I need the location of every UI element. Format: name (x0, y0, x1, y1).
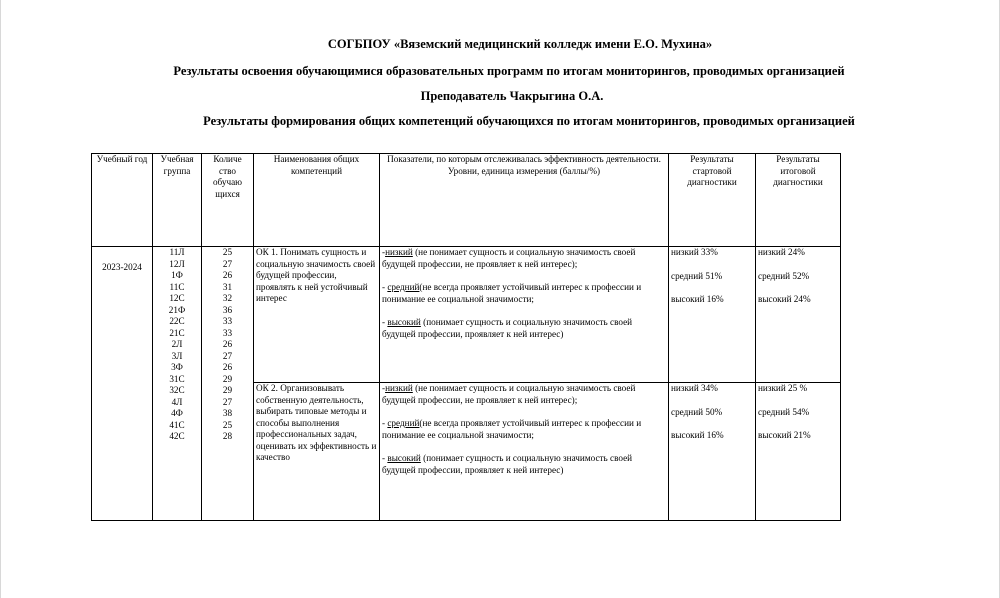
count-item: 27 (222, 396, 233, 407)
count-list (202, 247, 254, 521)
group-list (153, 247, 202, 521)
header-group: Учебная группа (153, 154, 202, 247)
levels-ok2 (380, 383, 669, 521)
count-item: 36 (222, 304, 233, 315)
results-subtitle: Результаты освоения обучающимися образовательных программ по итогам мониторингов, проводимых организацией (173, 64, 845, 78)
start-high: высокий 16% (671, 294, 724, 304)
competence-ok1: ОК 1. Понимать сущность и социальную значимость своей будущей профессии, проявлять к ней устойчивый интерес (254, 247, 380, 383)
count-item: 26 (222, 339, 233, 349)
group-item: 41С (169, 419, 185, 430)
start-low: низкий 33% (671, 247, 718, 257)
start-high: высокий 16% (671, 430, 724, 440)
year-cell: 2023-2024 (92, 247, 153, 521)
count-item: 31 (222, 281, 233, 292)
group-item: 42С (169, 431, 185, 441)
group-item: 31С (169, 373, 185, 384)
header-year: Учебный год (92, 154, 153, 247)
start-medium: средний 51% (671, 270, 723, 281)
group-item: 11С (169, 281, 185, 292)
group-item: 32С (169, 385, 185, 395)
count-item: 33 (222, 316, 233, 326)
header-count: Количе ство обучаю щихся (202, 154, 254, 247)
final-low: низкий 25 % (758, 383, 808, 393)
group-item: 22С (169, 316, 185, 326)
count-item: 27 (222, 258, 233, 269)
final-medium: средний 54% (758, 406, 810, 417)
group-item: 4Л (171, 396, 183, 407)
final-medium: средний 52% (758, 270, 810, 281)
start-low: низкий 34% (671, 383, 718, 393)
group-item: 21Ф (168, 304, 186, 315)
group-item: 2Л (171, 339, 183, 349)
count-item: 38 (222, 408, 233, 418)
level-low: -низкий (не понимает сущность и социальную значимость своей будущей профессии, не проявляет к ней интерес); (382, 383, 636, 405)
header-competence: Наименования общих компетенций (254, 154, 380, 247)
header-indicators (380, 154, 669, 247)
group-item: 12С (169, 293, 185, 303)
group-item: 3Ф (171, 362, 183, 372)
count-item: 29 (222, 373, 233, 384)
level-medium: - средний(не всегда проявляет устойчивый интерес к профессии и понимание ее социальной значимости; (382, 418, 642, 440)
final-high: высокий 21% (758, 430, 811, 440)
competence-ok2: ОК 2. Организовывать собственную деятельность, выбирать типовые методы и способы выполнения профессиональных задач, оценивать их эффективность и качество (254, 383, 380, 521)
start-results-ok1 (669, 247, 756, 383)
table-row (92, 247, 841, 383)
group-item: 11Л (169, 247, 185, 257)
level-high: - высокий (понимает сущность и социальную значимость своей будущей профессии, проявляет к ней интерес) (382, 453, 633, 475)
group-item: 4Ф (171, 408, 183, 418)
count-item: 29 (222, 385, 233, 395)
final-low: низкий 24% (758, 247, 805, 257)
teacher-name: Преподаватель Чакрыгина О.А. (420, 89, 604, 103)
count-item: 32 (222, 293, 233, 303)
group-item: 1Ф (171, 270, 183, 280)
header-indicators-line1: Показатели, по которым отслеживалась эффективность деятельности. (387, 154, 661, 164)
institution-heading: СОГБПОУ «Вяземский медицинский колледж имени Е.О. Мухина» (327, 37, 713, 51)
level-medium: - средний(не всегда проявляет устойчивый интерес к профессии и понимание ее социальной значимости; (382, 282, 642, 304)
count-item: 25 (222, 247, 233, 257)
count-item: 28 (222, 431, 233, 441)
final-high: высокий 24% (758, 294, 811, 304)
section-title: Результаты формирования общих компетенций обучающихся по итогам мониторингов, проводимых организацией (203, 114, 855, 128)
start-medium: средний 50% (671, 406, 723, 417)
levels-ok1 (380, 247, 669, 383)
header-final-results: Результаты итоговой диагностики (756, 154, 841, 247)
start-results-ok2 (669, 383, 756, 521)
group-item: 12Л (169, 258, 185, 269)
header-indicators-line2: Уровни, единица измерения (баллы/%) (447, 165, 601, 176)
count-item: 25 (222, 419, 233, 430)
results-table (91, 153, 841, 521)
header-start-results: Результаты стартовой диагностики (669, 154, 756, 247)
header-row (92, 154, 841, 247)
count-item: 33 (222, 327, 233, 338)
count-item: 27 (222, 350, 233, 361)
final-results-ok1 (756, 247, 841, 383)
level-high: - высокий (понимает сущность и социальную значимость своей будущей профессии, проявляет к ней интерес) (382, 317, 633, 339)
group-item: 21С (169, 327, 185, 338)
count-item: 26 (222, 362, 233, 372)
group-item: 3Л (171, 350, 183, 361)
level-low: -низкий (не понимает сущность и социальную значимость своей будущей профессии, не проявляет к ней интерес); (382, 247, 636, 269)
final-results-ok2 (756, 383, 841, 521)
count-item: 26 (222, 270, 233, 280)
